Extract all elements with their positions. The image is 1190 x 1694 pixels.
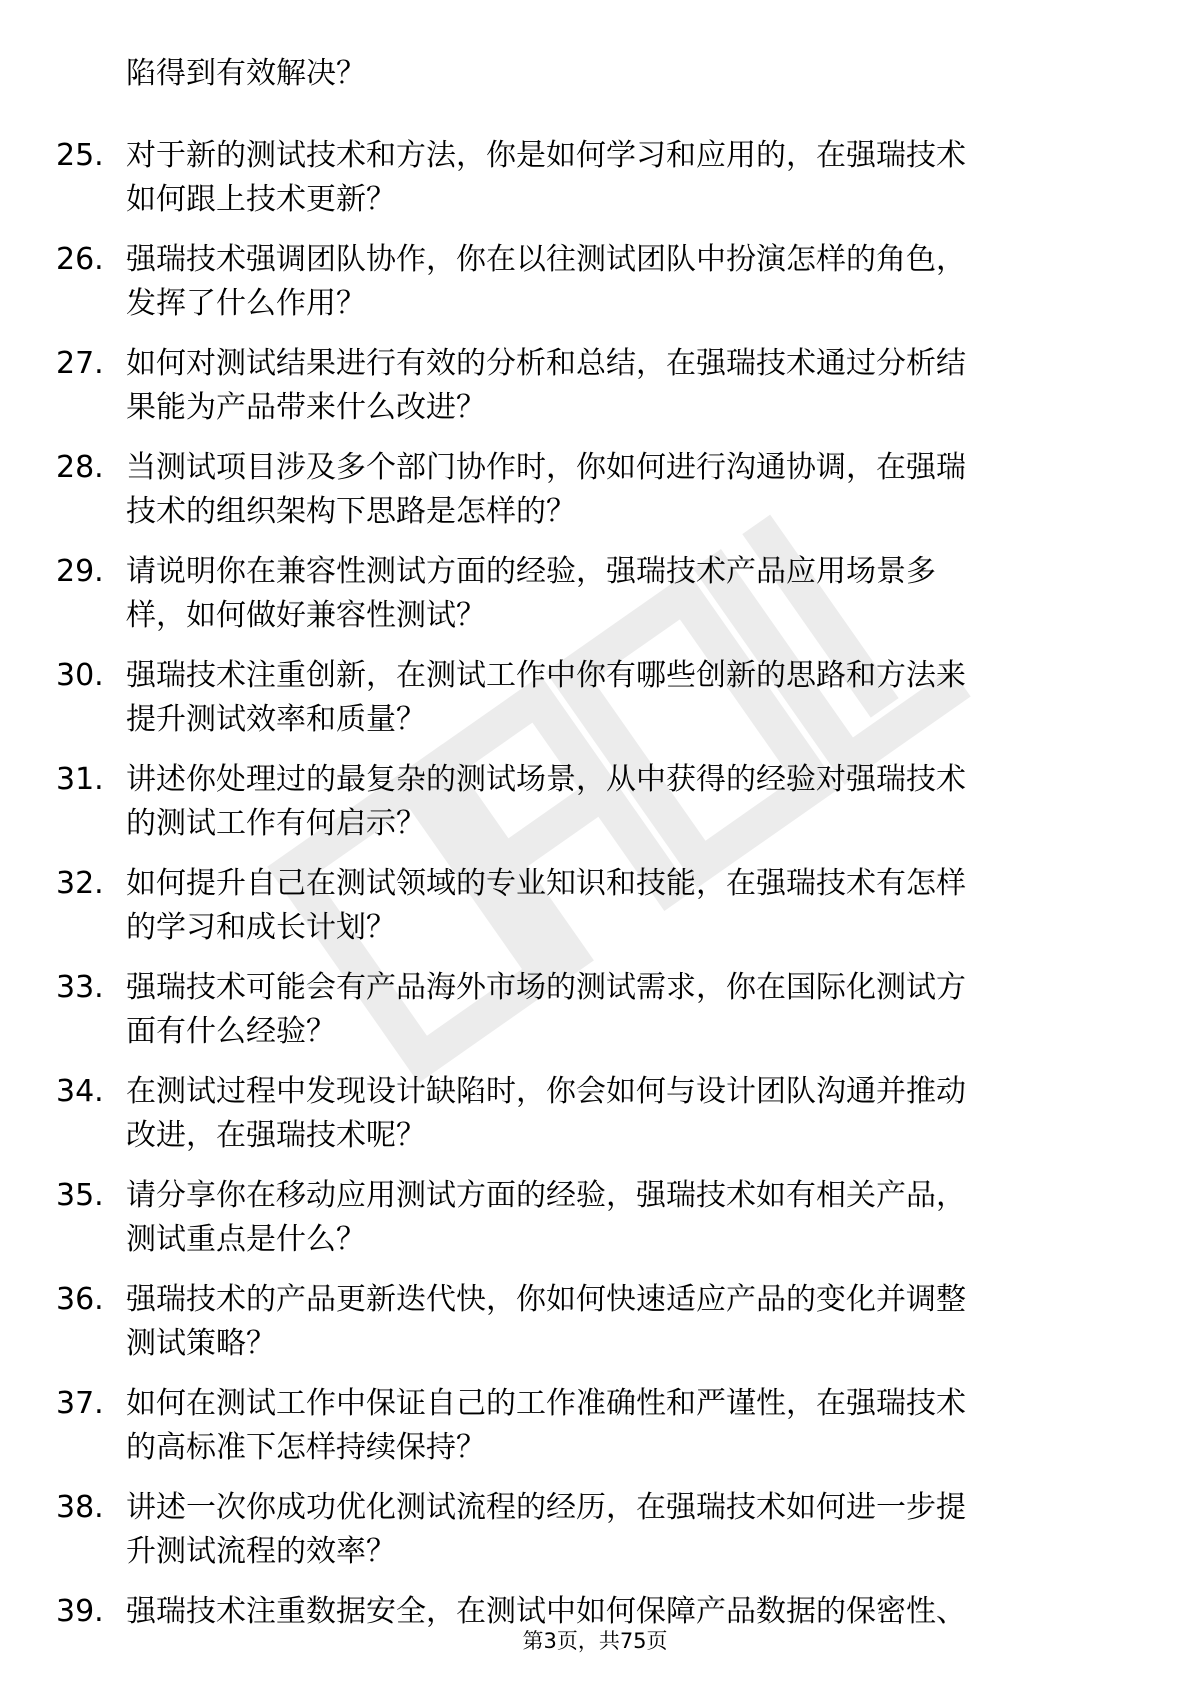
question-number: 32. — [56, 866, 104, 901]
list-item — [0, 1382, 1190, 1486]
list-item — [0, 446, 1190, 550]
question-text-line1: 讲述一次你成功优化测试流程的经历，在强瑞技术如何进一步提 — [126, 1490, 966, 1525]
question-text-line1: 强瑞技术的产品更新迭代快，你如何快速适应产品的变化并调整 — [126, 1282, 966, 1317]
question-number: 35. — [56, 1178, 104, 1213]
list-item — [0, 550, 1190, 654]
question-text-continuation: 陷得到有效解决？ — [126, 56, 366, 91]
question-number: 28. — [56, 450, 104, 485]
question-text-line1: 如何在测试工作中保证自己的工作准确性和严谨性，在强瑞技术 — [126, 1386, 966, 1421]
question-text-line2: 测试重点是什么？ — [126, 1222, 366, 1257]
question-text-line1: 请说明你在兼容性测试方面的经验，强瑞技术产品应用场景多 — [126, 554, 936, 589]
question-text-line2: 面有什么经验？ — [126, 1014, 336, 1049]
question-text-line1: 请分享你在移动应用测试方面的经验，强瑞技术如有相关产品， — [126, 1178, 966, 1213]
question-text-line1: 强瑞技术强调团队协作，你在以往测试团队中扮演怎样的角色， — [126, 242, 966, 277]
question-number: 33. — [56, 970, 104, 1005]
question-text-line1: 如何提升自己在测试领域的专业知识和技能，在强瑞技术有怎样 — [126, 866, 966, 901]
question-text-line1: 对于新的测试技术和方法，你是如何学习和应用的，在强瑞技术 — [126, 138, 966, 173]
list-item — [0, 758, 1190, 862]
question-text-line2: 测试策略？ — [126, 1326, 276, 1361]
question-text-line2: 改进，在强瑞技术呢？ — [126, 1118, 426, 1153]
question-text-line2: 的高标准下怎样持续保持？ — [126, 1430, 486, 1465]
question-text-line1: 在测试过程中发现设计缺陷时，你会如何与设计团队沟通并推动 — [126, 1074, 966, 1109]
question-number: 27. — [56, 346, 104, 381]
question-text-line2: 发挥了什么作用？ — [126, 286, 366, 321]
question-number: 29. — [56, 554, 104, 589]
question-text-line2: 如何跟上技术更新？ — [126, 182, 396, 217]
list-item — [0, 966, 1190, 1070]
question-text-line2: 样，如何做好兼容性测试？ — [126, 598, 486, 633]
question-text-line2: 提升测试效率和质量？ — [126, 702, 426, 737]
question-text-line2: 的测试工作有何启示？ — [126, 806, 426, 841]
question-text-line1: 强瑞技术注重创新，在测试工作中你有哪些创新的思路和方法来 — [126, 658, 966, 693]
question-number: 38. — [56, 1490, 104, 1525]
list-item — [0, 862, 1190, 966]
list-item — [0, 134, 1190, 238]
question-number: 34. — [56, 1074, 104, 1109]
list-item — [0, 1486, 1190, 1590]
question-text-line1: 讲述你处理过的最复杂的测试场景，从中获得的经验对强瑞技术 — [126, 762, 966, 797]
question-text-line1: 强瑞技术注重数据安全，在测试中如何保障产品数据的保密性、 — [126, 1594, 966, 1629]
list-item — [0, 1174, 1190, 1278]
list-item-continuation — [0, 52, 1190, 134]
list-item — [0, 238, 1190, 342]
list-item — [0, 1070, 1190, 1174]
page-number-footer: 第3页，共75页 — [522, 1629, 668, 1653]
question-number: 39. — [56, 1594, 104, 1629]
list-item — [0, 1278, 1190, 1382]
list-item — [0, 342, 1190, 446]
question-text-line1: 当测试项目涉及多个部门协作时，你如何进行沟通协调，在强瑞 — [126, 450, 966, 485]
question-text-line2: 的学习和成长计划？ — [126, 910, 396, 945]
question-number: 26. — [56, 242, 104, 277]
question-number: 31. — [56, 762, 104, 797]
question-text-line1: 强瑞技术可能会有产品海外市场的测试需求，你在国际化测试方 — [126, 970, 966, 1005]
question-text-line2: 技术的组织架构下思路是怎样的？ — [126, 494, 576, 529]
question-list — [0, 52, 1190, 1694]
question-text-line2: 升测试流程的效率？ — [126, 1534, 396, 1569]
question-number: 36. — [56, 1282, 104, 1317]
question-number: 37. — [56, 1386, 104, 1421]
question-text-line1: 如何对测试结果进行有效的分析和总结，在强瑞技术通过分析结 — [126, 346, 966, 381]
list-item — [0, 654, 1190, 758]
question-number: 25. — [56, 138, 104, 173]
question-text-line2: 果能为产品带来什么改进？ — [126, 390, 486, 425]
question-number: 30. — [56, 658, 104, 693]
